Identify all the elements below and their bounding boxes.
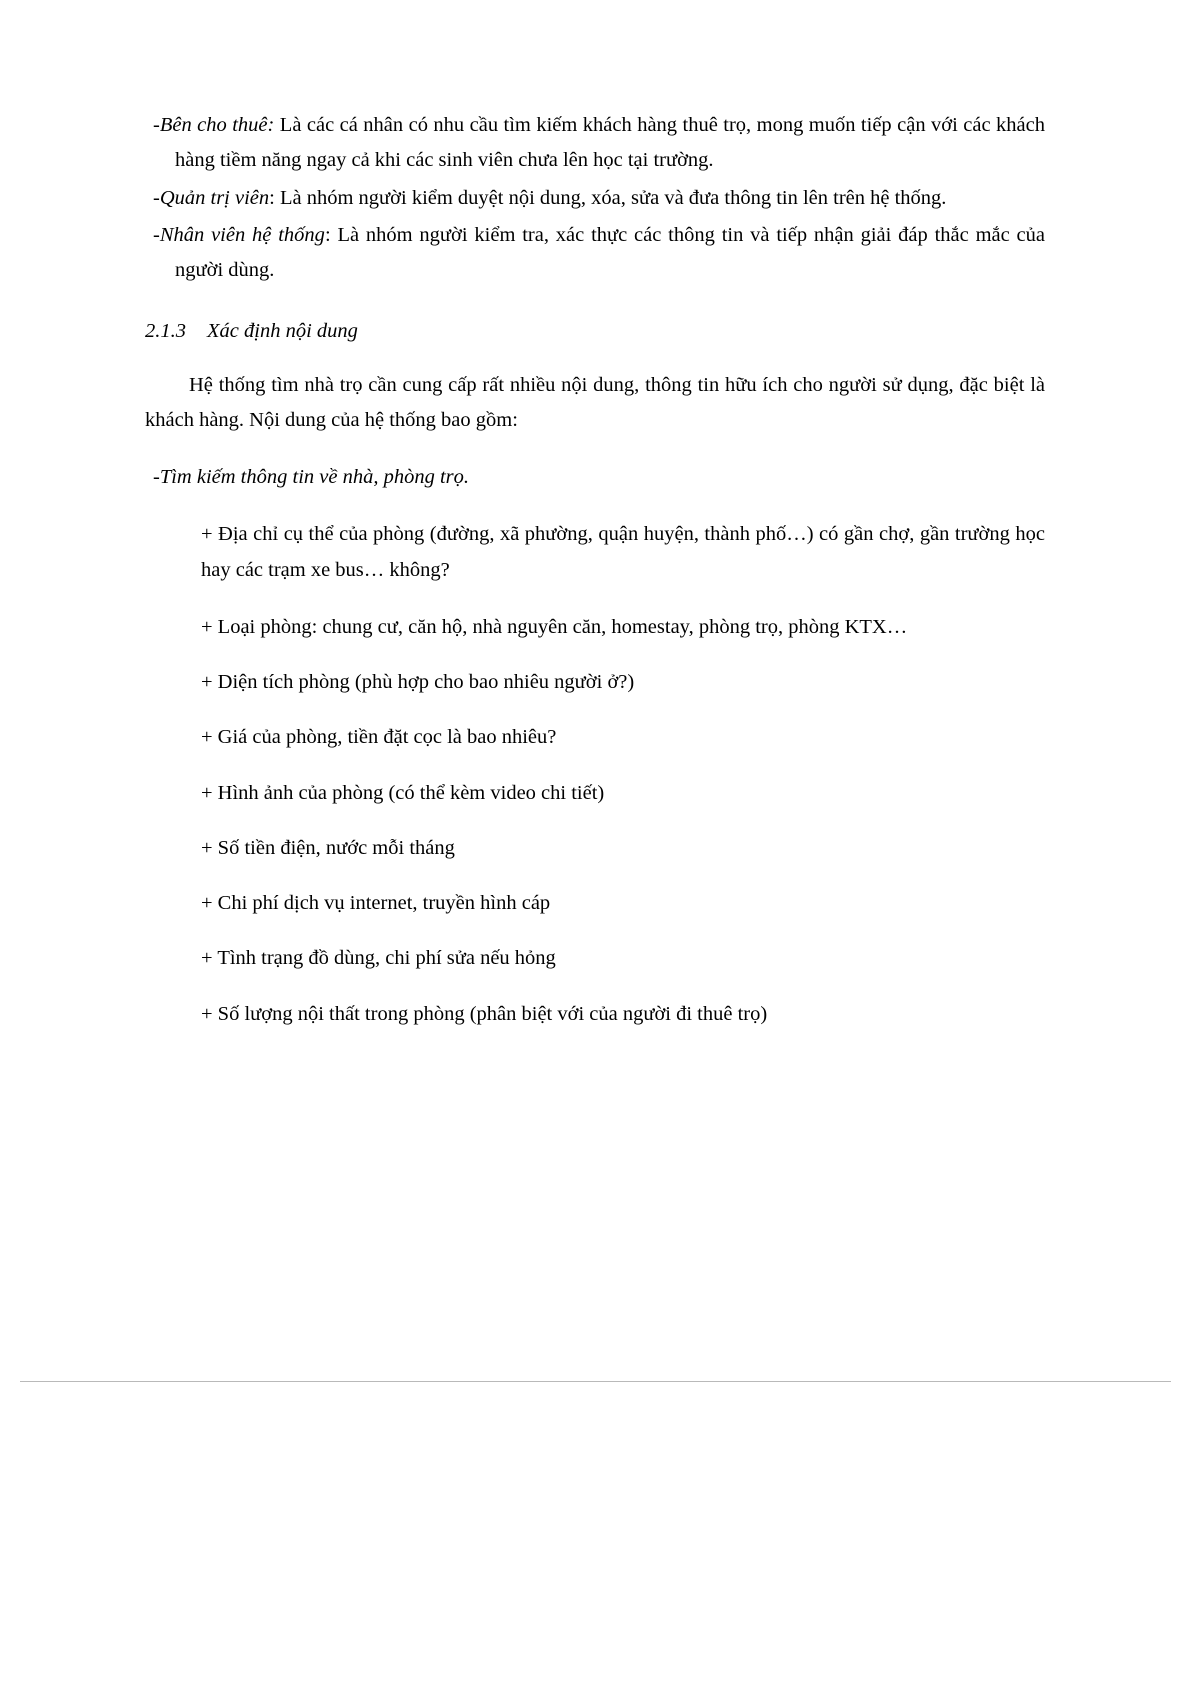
list-item-text: : Là nhóm người kiểm duyệt nội dung, xóa, sửa và đưa thông tin lên trên hệ thống. [269,186,947,209]
intro-paragraph: Hệ thống tìm nhà trọ cần cung cấp rất nhiều nội dung, thông tin hữu ích cho người sử dụng, đặc biệt là khách hàng. Nội dung của hệ thống bao gồm: [145,373,1045,431]
list-item [145,218,1045,289]
list-item [145,108,1045,179]
subsection-lead: -Tìm kiếm thông tin về nhà, phòng trọ. [153,466,470,488]
list-item-text: : Là nhóm người kiểm tra, xác thực các thông tin và tiếp nhận giải đáp thắc mắc của người dùng. [175,223,1045,281]
page-content [145,108,1045,1032]
sub-list-item: + Tình trạng đồ dùng, chi phí sửa nếu hỏng [201,947,556,970]
sub-list-item: + Loại phòng: chung cư, căn hộ, nhà nguyên căn, homestay, phòng trọ, phòng KTX… [201,615,908,638]
list-item [145,181,1045,216]
sub-list-item: + Số lượng nội thất trong phòng (phân biệt với của người đi thuê trọ) [201,1002,768,1025]
sub-list-item: + Giá của phòng, tiền đặt cọc là bao nhiêu? [201,726,557,749]
footer-divider [20,1381,1171,1382]
section-heading-number: 2.1.3 [145,320,186,343]
sub-list-item: + Hình ảnh của phòng (có thể kèm video chi tiết) [201,781,605,804]
sub-list-item: + Địa chỉ cụ thể của phòng (đường, xã phường, quận huyện, thành phố…) có gần chợ, gần trường học hay các trạm xe bus… không? [201,523,1045,581]
list-item-lead: -Quản trị viên [153,186,270,209]
list-item-lead: -Bên cho thuê: [153,114,275,136]
sub-list-item: + Số tiền điện, nước mỗi tháng [201,836,455,859]
page-footer-text [560,1672,960,1685]
sub-list-item: + Diện tích phòng (phù hợp cho bao nhiêu người ở?) [201,671,635,693]
list-item-lead: -Nhân viên hệ thống [153,223,325,246]
section-heading-title: Xác định nội dung [207,320,358,343]
section-heading [145,314,1045,349]
list-item-text: Là các cá nhân có nhu cầu tìm kiếm khách hàng thuê trọ, mong muốn tiếp cận với các khách hàng tiềm năng ngay cả khi các sinh viên chưa lên học tại trường. [175,114,1045,172]
sub-list-item: + Chi phí dịch vụ internet, truyền hình cáp [201,892,551,914]
